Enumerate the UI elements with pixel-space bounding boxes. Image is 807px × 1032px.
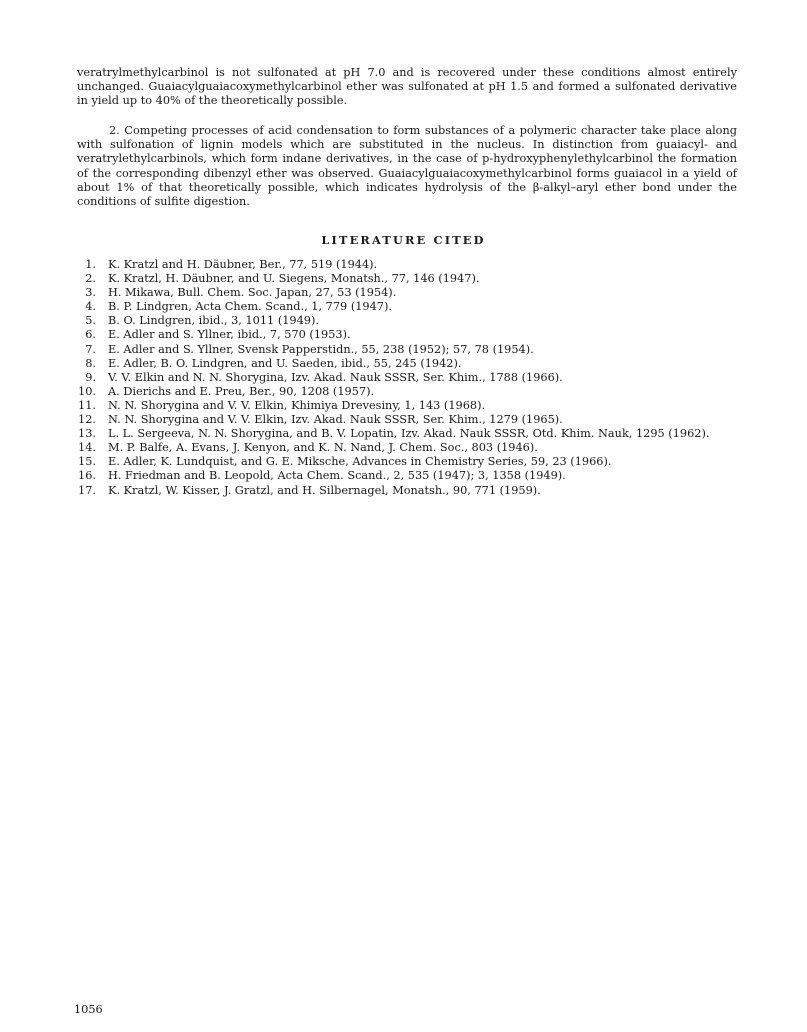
reference-item — [72, 441, 740, 455]
reference-text: E. Adler, K. Lundquist, and G. E. Miksche, Advances in Chemistry Series, 59, 23 (1966). — [108, 455, 612, 469]
reference-number: 9. — [85, 370, 96, 384]
reference-item — [72, 455, 740, 469]
reference-item — [72, 286, 740, 300]
reference-number: 15. — [78, 455, 96, 469]
reference-text: E. Adler, B. O. Lindgren, and U. Saeden, ibid., 55, 245 (1942). — [108, 356, 462, 370]
reference-number: 8. — [85, 356, 96, 370]
reference-number: 1. — [85, 258, 96, 271]
reference-item — [72, 371, 740, 385]
reference-item — [72, 328, 740, 342]
reference-number: 4. — [85, 300, 96, 314]
reference-number: 11. — [78, 398, 96, 412]
reference-item — [72, 427, 740, 441]
reference-text: N. N. Shorygina and V. V. Elkin, Khimiya Drevesiny, 1, 143 (1968). — [108, 398, 486, 412]
reference-text: H. Friedman and B. Leopold, Acta Chem. Scand., 2, 535 (1947); 3, 1358 (1949). — [108, 469, 566, 483]
reference-item — [72, 413, 740, 427]
reference-number: 3. — [85, 286, 96, 300]
reference-number: 10. — [78, 384, 96, 398]
reference-item — [72, 300, 740, 314]
reference-item — [72, 385, 740, 399]
reference-text: B. P. Lindgren, Acta Chem. Scand., 1, 779 (1947). — [108, 300, 392, 314]
reference-text: K. Kratzl, W. Kisser, J. Gratzl, and H. Silbernagel, Monatsh., 90, 771 (1959). — [108, 483, 541, 497]
reference-text: E. Adler and S. Yllner, ibid., 7, 570 (1953). — [108, 328, 351, 342]
reference-item — [72, 399, 740, 413]
body-paragraph-1: veratrylmethylcarbinol is not sulfonated at pH 7.0 and is recovered under these conditions almost entirely unchanged. Guaiacylguaiacoxymethylcarbinol ether was sulfonated at pH 1.5 and formed a sulfonated derivative in yield up to 40% of the theoretically possible. — [77, 66, 737, 108]
reference-number: 16. — [78, 469, 96, 483]
literature-cited-heading: LITERATURE CITED — [321, 233, 486, 247]
reference-number: 2. — [85, 272, 96, 286]
reference-text: K. Kratzl and H. Däubner, Ber., 77, 519 (1944). — [108, 258, 378, 271]
reference-text: E. Adler and S. Yllner, Svensk Papperstidn., 55, 238 (1952); 57, 78 (1954). — [108, 342, 534, 356]
body-paragraph-2: 2. Competing processes of acid condensation to form substances of a polymeric character take place along with sulfonation of lignin models which are substituted in the nucleus. In distinction from guaiacyl- and veratrylethylcarbinols, which form indane derivatives, in the case of p-hydroxyphenylethylcarbinol the formation of the corresponding dibenzyl ether was observed. Guaiacylguaiacoxymethylcarbinol forms guaiacol in a yield of about 1% of that theoretically possible, which indicates hydrolysis of the β-alkyl–aryl ether bond under the conditions of sulfite digestion. — [77, 124, 737, 209]
reference-text: V. V. Elkin and N. N. Shorygina, Izv. Akad. Nauk SSSR, Ser. Khim., 1788 (1966). — [108, 370, 563, 384]
reference-number: 5. — [85, 314, 96, 328]
reference-item — [72, 272, 740, 286]
reference-text: N. N. Shorygina and V. V. Elkin, Izv. Akad. Nauk SSSR, Ser. Khim., 1279 (1965). — [108, 413, 563, 427]
reference-item — [72, 314, 740, 328]
reference-text: A. Dierichs and E. Preu, Ber., 90, 1208 (1957). — [108, 384, 375, 398]
reference-number: 17. — [78, 483, 96, 497]
reference-number: 6. — [85, 328, 96, 342]
reference-text: L. L. Sergeeva, N. N. Shorygina, and B. V. Lopatin, Izv. Akad. Nauk SSSR, Otd. Khim. Nauk, 1295 (1962). — [108, 427, 710, 441]
reference-text: M. P. Balfe, A. Evans, J. Kenyon, and K. N. Nand, J. Chem. Soc., 803 (1946). — [108, 441, 538, 455]
reference-text: B. O. Lindgren, ibid., 3, 1011 (1949). — [108, 314, 319, 328]
reference-text: H. Mikawa, Bull. Chem. Soc. Japan, 27, 53 (1954). — [108, 286, 397, 300]
reference-item — [72, 343, 740, 357]
reference-item — [72, 469, 740, 483]
reference-number: 12. — [78, 413, 96, 427]
reference-text: K. Kratzl, H. Däubner, and U. Siegens, Monatsh., 77, 146 (1947). — [108, 272, 480, 286]
reference-item — [72, 357, 740, 371]
reference-number: 14. — [78, 441, 96, 455]
page-number: 1056 — [74, 1003, 103, 1016]
reference-item — [72, 258, 740, 272]
reference-item — [72, 484, 740, 498]
reference-number: 13. — [78, 427, 96, 441]
reference-list — [72, 258, 740, 498]
reference-number: 7. — [85, 342, 96, 356]
